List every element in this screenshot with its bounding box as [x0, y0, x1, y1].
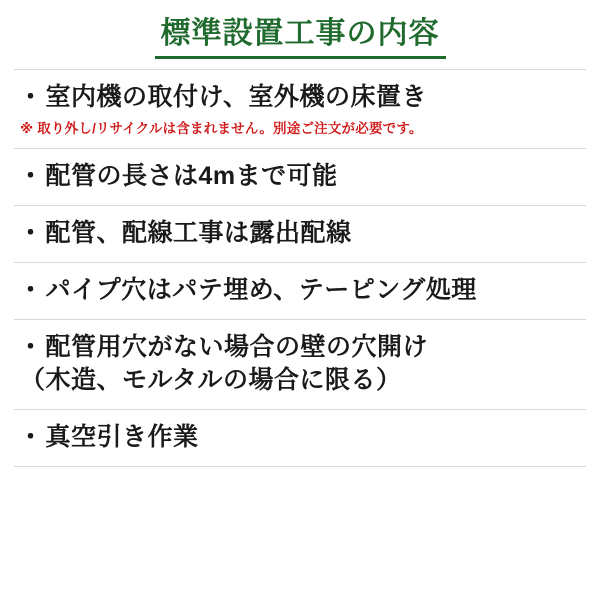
list-item-label: 真空引き作業 — [45, 423, 199, 452]
bullet-icon: ・ — [18, 219, 44, 248]
list-item-label: 配管用穴がない場合の壁の穴開け — [45, 332, 429, 361]
list-item-label: 配管の長さは4mまで可能 — [45, 162, 338, 191]
bullet-icon: ・ — [18, 423, 44, 452]
bullet-icon: ・ — [18, 83, 44, 111]
bullet-icon: ・ — [18, 275, 44, 304]
list-item-main — [18, 274, 582, 308]
page-title: 標準設置工事の内容 — [155, 16, 446, 59]
bullet-icon: ・ — [18, 332, 44, 361]
list-item — [14, 320, 586, 411]
list-item-label: 配管、配線工事は露出配線 — [45, 219, 352, 248]
list-item-main — [18, 217, 582, 251]
list-item-label: パイプ穴はパテ埋め、テーピング処理 — [45, 275, 477, 304]
list-item-note: ※ 取り外し/リサイクルは含まれません。別途ご注文が必要です。 — [20, 120, 423, 136]
spec-list — [0, 69, 600, 467]
list-item-main — [18, 160, 582, 194]
list-item — [14, 206, 586, 263]
bullet-icon: ・ — [18, 162, 44, 191]
list-item-label: 室内機の取付け、室外機の床置き — [45, 83, 428, 111]
list-item — [14, 149, 586, 206]
list-item — [14, 410, 586, 467]
list-item-main — [18, 331, 582, 365]
page-title-wrap — [0, 0, 600, 69]
list-item-main — [18, 81, 582, 115]
list-item-sublabel: （木造、モルタルの場合に限る） — [20, 366, 402, 395]
list-item-main — [18, 421, 582, 455]
list-item — [14, 263, 586, 320]
list-item — [14, 69, 586, 149]
